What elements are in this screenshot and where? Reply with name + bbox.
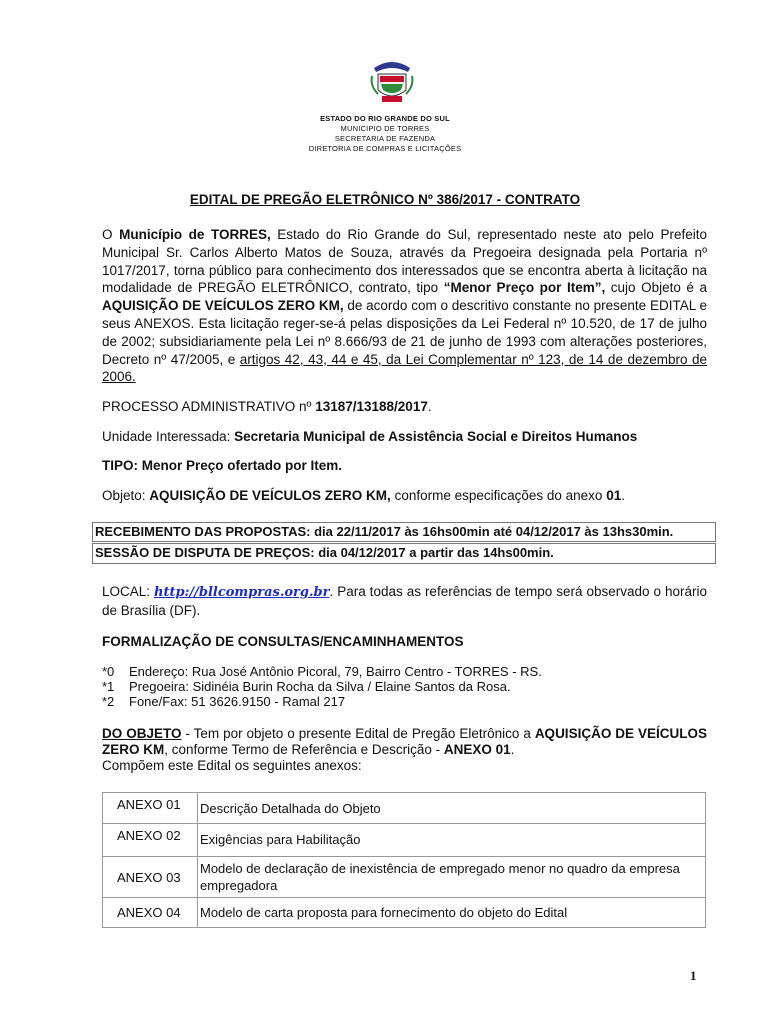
table-row bbox=[103, 898, 706, 928]
list-item: *1 Pregoeira: Sidinéia Burin Rocha da Silva / Elaine Santos da Rosa. bbox=[102, 679, 511, 694]
annex-code: ANEXO 01 bbox=[103, 793, 198, 824]
processo-line: PROCESSO ADMINISTRATIVO nº 13187/13188/2017. bbox=[102, 399, 432, 414]
header-state: ESTADO DO RIO GRANDE DO SUL bbox=[320, 114, 450, 123]
header-secretariat: SECRETARIA DE FAZENDA bbox=[334, 134, 436, 143]
list-item: *2 Fone/Fax: 51 3626.9150 - Ramal 217 bbox=[102, 694, 346, 709]
unidade-line: Unidade Interessada: Secretaria Municipal de Assistência Social e Direitos Humanos bbox=[102, 429, 638, 444]
table-row bbox=[103, 793, 706, 824]
letterhead bbox=[0, 114, 770, 154]
intro-paragraph: O Município de TORRES, Estado do Rio Grande do Sul, representado neste ato pelo Prefeito Municipal Sr. Carlos Alberto Matos de Souza, através da Pregoeira designada pela Portaria nº 1017/2017, torna público para conhecimento dos interessados que se encontra aberta à licitação na modalidade de PREGÃO ELETRÔNICO, contrato, tipo “Menor Preço por Item”, cujo Objeto é a AQUISIÇÃO DE VEÍCULOS ZERO KM, de acordo com o descritivo constante no presente EDITAL e seus ANEXOS. Esta licitação reger-se-á pelas disposições da Lei Federal nº 10.520, de 17 de julho de 2002; subsidiariamente pela Lei nº 8.666/93 de 21 de junho de 1993 com alterações posteriores, Decreto nº 47/2005, e artigos 42, 43, 44 e 45, da Lei Complementar nº 123, de 14 de dezembro de 2006. bbox=[102, 227, 707, 385]
contact-list bbox=[102, 664, 542, 709]
annex-description: Modelo de declaração de inexistência de empregado menor no quadro da empresa empregadora bbox=[198, 857, 706, 898]
annex-code: ANEXO 02 bbox=[103, 824, 198, 857]
header-municipality: MUNICIPIO DE TORRES bbox=[340, 124, 430, 133]
table-row bbox=[103, 824, 706, 857]
page-number: 1 bbox=[690, 968, 697, 983]
recebimento-box: RECEBIMENTO DAS PROPOSTAS: dia 22/11/2017 às 16hs00min até 04/12/2017 às 13hs30min. bbox=[92, 522, 716, 542]
bllcompras-link[interactable]: http://bllcompras.org.br bbox=[154, 585, 330, 600]
do-objeto-paragraph: DO OBJETO - Tem por objeto o presente Edital de Pregão Eletrônico a AQUISIÇÃO DE VEÍCULOS ZERO KM, conforme Termo de Referência e Descrição - ANEXO 01. Compõem este Edital os seguintes anexos: bbox=[102, 726, 707, 773]
annex-code: ANEXO 03 bbox=[103, 857, 198, 898]
annex-table bbox=[102, 792, 706, 928]
annex-description: Exigências para Habilitação bbox=[198, 824, 706, 857]
objeto-line: Objeto: AQUISIÇÃO DE VEÍCULOS ZERO KM, conforme especificações do anexo 01. bbox=[102, 488, 625, 503]
formalizacao-title: FORMALIZAÇÃO DE CONSULTAS/ENCAMINHAMENTOS bbox=[102, 634, 464, 649]
municipal-crest-icon bbox=[368, 56, 416, 108]
annex-description: Descrição Detalhada do Objeto bbox=[198, 793, 706, 824]
list-item: *0 Endereço: Rua José Antônio Picoral, 79, Bairro Centro - TORRES - RS. bbox=[102, 664, 542, 679]
tipo-line: TIPO: Menor Preço ofertado por Item. bbox=[102, 458, 343, 473]
local-line: LOCAL: http://bllcompras.org.br. Para todas as referências de tempo será observado o horário de Brasília (DF). bbox=[102, 584, 707, 618]
annexes-intro: Compõem este Edital os seguintes anexos: bbox=[102, 758, 362, 773]
table-row bbox=[103, 857, 706, 898]
document-title: EDITAL DE PREGÃO ELETRÔNICO Nº 386/2017 - CONTRATO bbox=[189, 192, 581, 207]
annex-code: ANEXO 04 bbox=[103, 898, 198, 928]
header-directorate: DIRETORIA DE COMPRAS E LICITAÇÕES bbox=[308, 144, 462, 153]
annex-description: Modelo de carta proposta para fornecimento do objeto do Edital bbox=[198, 898, 706, 928]
sessao-box: SESSÃO DE DISPUTA DE PREÇOS: dia 04/12/2017 a partir das 14hs00min. bbox=[92, 543, 716, 564]
